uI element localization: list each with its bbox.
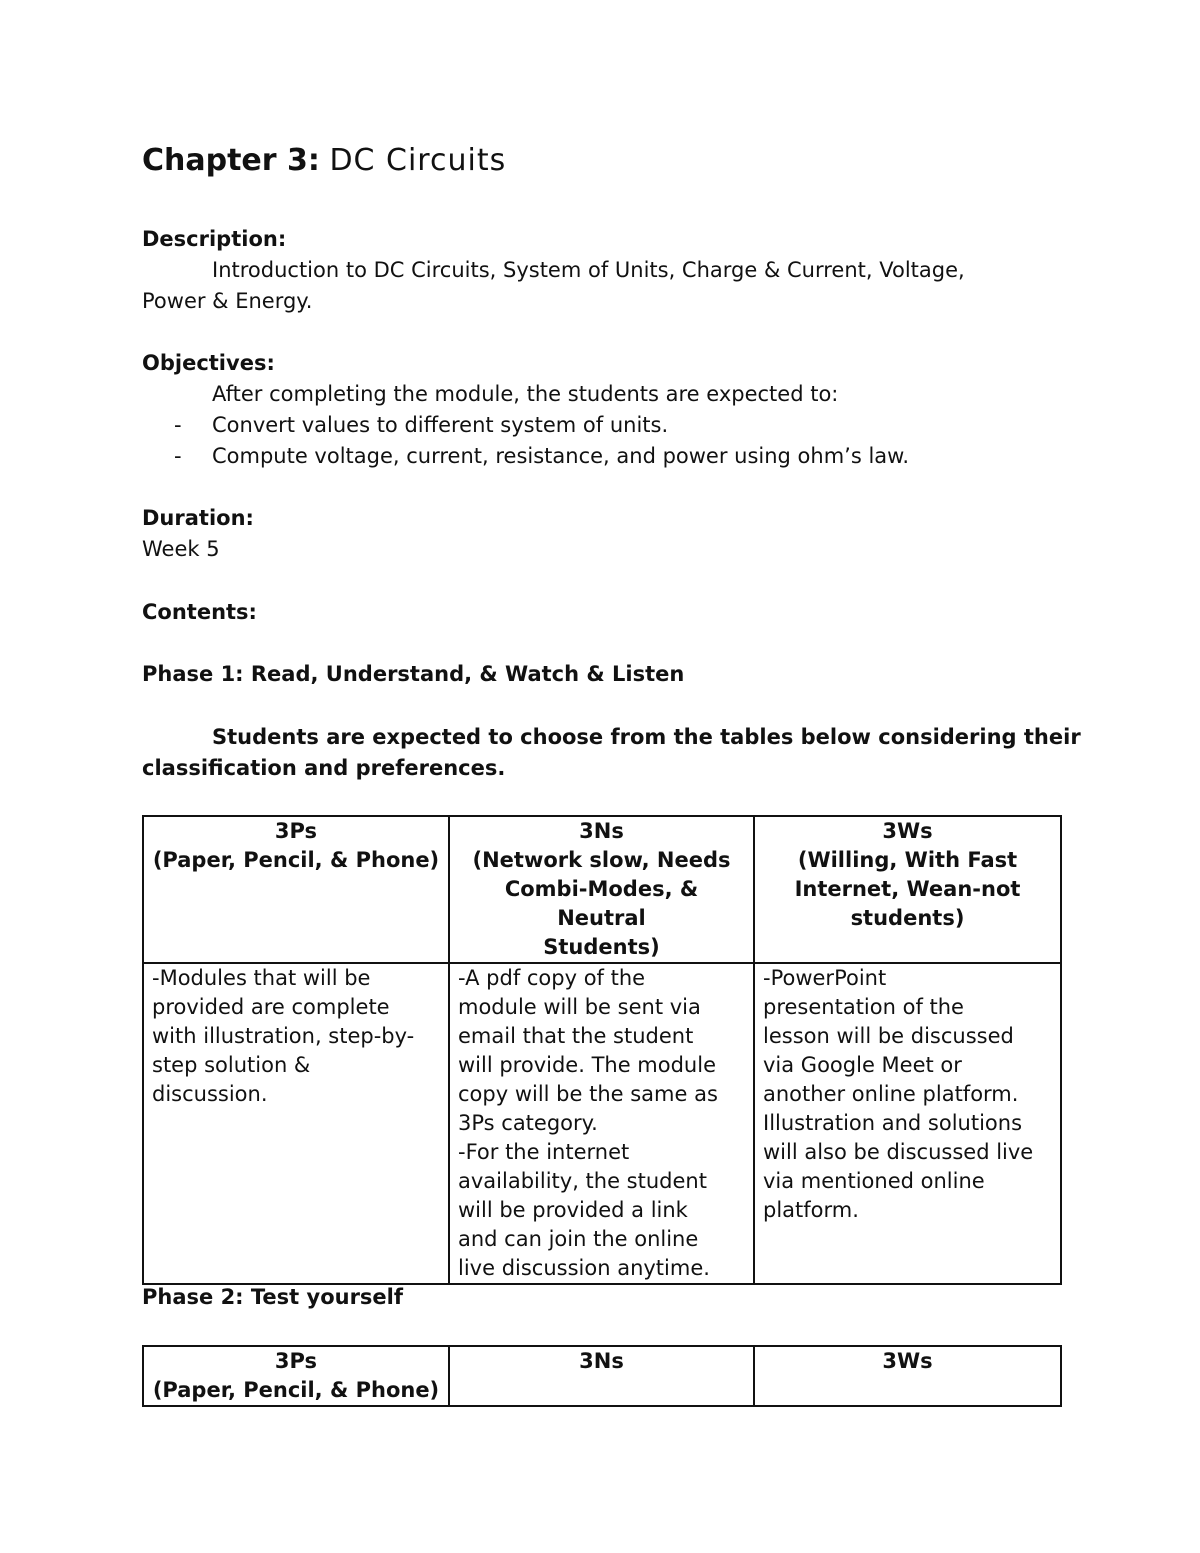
cell-line: lesson will be discussed xyxy=(763,1024,1014,1048)
cell-line: and can join the online xyxy=(458,1227,699,1251)
cell-line: -For the internet xyxy=(458,1140,630,1164)
cell-line: -Modules that will be xyxy=(152,966,371,990)
cell-line: with illustration, step-by- xyxy=(152,1024,415,1048)
header-line: 3Ns xyxy=(579,819,624,843)
header-line: 3Ws xyxy=(882,1349,933,1373)
phase1-instruction-line-1: Students are expected to choose from the tables below considering their xyxy=(212,725,1081,749)
objective-text: Convert values to different system of units. xyxy=(212,413,669,437)
cell-line: presentation of the xyxy=(763,995,964,1019)
cell-line: Illustration and solutions xyxy=(763,1111,1023,1135)
header-3ps xyxy=(143,1346,449,1406)
cell-line: email that the student xyxy=(458,1024,694,1048)
phase1-instruction xyxy=(142,722,1081,784)
table-header-row xyxy=(143,1346,1061,1406)
cell-line: will provide. The module xyxy=(458,1053,716,1077)
objectives-section xyxy=(142,348,1062,472)
duration-value: Week 5 xyxy=(142,537,220,561)
cell-line: availability, the student xyxy=(458,1169,707,1193)
cell-line: provided are complete xyxy=(152,995,390,1019)
cell-line: -A pdf copy of the xyxy=(458,966,646,990)
header-3ps xyxy=(143,816,449,963)
header-line: 3Ps xyxy=(274,819,318,843)
cell-3ns xyxy=(449,963,754,1284)
header-line: (Paper, Pencil, & Phone) xyxy=(152,1378,440,1402)
cell-line: will be provided a link xyxy=(458,1198,688,1222)
phase2-heading: Phase 2: Test yourself xyxy=(142,1285,404,1309)
header-line: 3Ns xyxy=(579,1349,624,1373)
header-line: (Paper, Pencil, & Phone) xyxy=(152,848,440,872)
chapter-label: Chapter 3: xyxy=(142,143,320,178)
table-header-row xyxy=(143,816,1061,963)
header-3ns xyxy=(449,1346,754,1406)
header-line: 3Ps xyxy=(274,1349,318,1373)
header-line: (Willing, With Fast xyxy=(797,848,1018,872)
bullet-dash: - xyxy=(174,413,182,437)
header-3ns xyxy=(449,816,754,963)
cell-line: via mentioned online xyxy=(763,1169,985,1193)
cell-line: platform. xyxy=(763,1198,859,1222)
header-line: Internet, Wean-not xyxy=(794,877,1021,901)
header-3ws xyxy=(754,816,1061,963)
description-section xyxy=(142,224,1062,317)
header-line: students) xyxy=(850,906,965,930)
duration-section xyxy=(142,503,1062,565)
cell-line: discussion. xyxy=(152,1082,268,1106)
cell-line: live discussion anytime. xyxy=(458,1256,710,1280)
duration-heading: Duration: xyxy=(142,506,254,530)
cell-line: via Google Meet or xyxy=(763,1053,962,1077)
cell-line: 3Ps category. xyxy=(458,1111,598,1135)
cell-line: module will be sent via xyxy=(458,995,701,1019)
description-line-2: Power & Energy. xyxy=(142,289,313,313)
phase2-table xyxy=(142,1345,1062,1407)
objectives-intro: After completing the module, the students are expected to: xyxy=(212,382,839,406)
objective-item xyxy=(142,410,1062,441)
description-heading: Description: xyxy=(142,227,287,251)
header-line: (Network slow, Needs xyxy=(472,848,731,872)
cell-line: step solution & xyxy=(152,1053,311,1077)
bullet-dash: - xyxy=(174,444,182,468)
header-line: Combi-Modes, & Neutral xyxy=(504,877,699,930)
header-line: 3Ws xyxy=(882,819,933,843)
header-3ws xyxy=(754,1346,1061,1406)
cell-line: -PowerPoint xyxy=(763,966,887,990)
cell-3ws xyxy=(754,963,1061,1284)
description-line-1: Introduction to DC Circuits, System of Units, Charge & Current, Voltage, xyxy=(212,258,965,282)
chapter-title xyxy=(142,140,506,182)
cell-line: copy will be the same as xyxy=(458,1082,718,1106)
objective-item xyxy=(142,441,1062,472)
phase1-heading: Phase 1: Read, Understand, & Watch & Listen xyxy=(142,662,685,686)
chapter-name: DC Circuits xyxy=(329,143,507,178)
cell-line: another online platform. xyxy=(763,1082,1019,1106)
objectives-heading: Objectives: xyxy=(142,351,275,375)
cell-line: will also be discussed live xyxy=(763,1140,1034,1164)
cell-3ps xyxy=(143,963,449,1284)
table-row xyxy=(143,963,1061,1284)
phase1-instruction-line-2: classification and preferences. xyxy=(142,756,506,780)
header-line: Students) xyxy=(543,935,660,959)
objective-text: Compute voltage, current, resistance, and power using ohm’s law. xyxy=(212,444,910,468)
phase1-table xyxy=(142,815,1062,1285)
contents-heading: Contents: xyxy=(142,600,257,624)
